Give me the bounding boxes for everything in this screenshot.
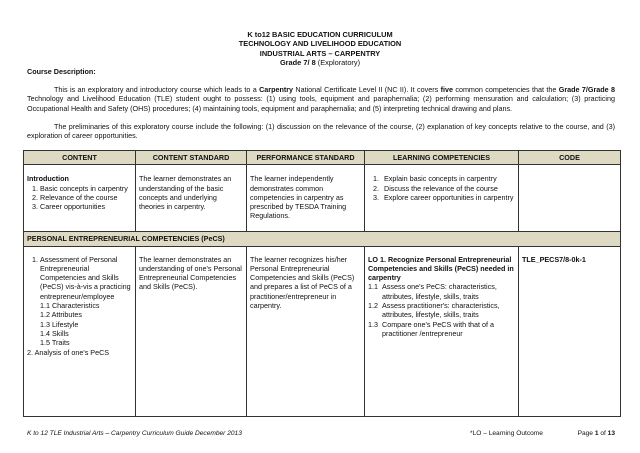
page-number: Page 1 of 13 (577, 430, 615, 437)
table-row (24, 246, 621, 416)
list-item: 1.4 Skills (40, 328, 69, 338)
list-item: 1. Explain basic concepts in carpentry (381, 174, 515, 183)
header-content: CONTENT (24, 151, 136, 165)
content-cell (24, 165, 136, 232)
code-cell: TLE_PECS7/8-0k-1 (519, 246, 621, 416)
title-line-3: INDUSTRIAL ARTS – CARPENTRY (259, 48, 381, 58)
page-footer (27, 429, 615, 438)
grade-line (0, 58, 640, 67)
performance-standard-cell: The learner recognizes his/her Personal Entrepreneurial Competencies and Skills (PeCS) and prepares a list of PeCS of a practitioner/entrepreneur in carpentry. (247, 246, 365, 416)
section-title: PERSONAL ENTREPRENEURIAL COMPETENCIES (PeCS) (24, 232, 621, 246)
course-description-paragraph-1: This is an exploratory and introductory course which leads to a Carpentry National Certificate Level II (NC II). It covers five common competencies that the Grade 7/Grade 8 Technology and Livelihood Education (TLE) student ought to possess: (1) using tools, equipment and paraphernalia; (2) performing mensuration and calculation; (3) practicing Occupational Health and Safety (OHS) procedures; (4) maintaining tools, equipment and paraphernalia; and (5) interpreting technical drawing and plans. (27, 85, 616, 113)
course-description-label: Course Description: (27, 67, 96, 76)
list-item: 3. Explore career opportunities in carpentry (381, 193, 515, 202)
curriculum-table (23, 150, 621, 417)
lo-title: LO 1. Recognize Personal Entrepreneurial Competencies and Skills (PeCS) needed in carpentry (368, 254, 514, 283)
content-standard-cell: The learner demonstrates an understanding of one's Personal Entrepreneurial Competencies and Skills (PeCS). (136, 246, 247, 416)
list-item: 1.2 Attributes (40, 310, 82, 320)
footer-note: *LO – Learning Outcome (470, 430, 543, 437)
list-item: 2. Discuss the relevance of the course (381, 184, 515, 193)
list-item: 1. Basic concepts in carpentry (40, 184, 132, 193)
list-item: 1.3 Compare one's PeCS with that of a practitioner /entrepreneur (368, 319, 495, 338)
competencies-cell (365, 165, 519, 232)
list-item: 1.2 Assess practitioner's: characteristics, attributes, lifestyle, skills, traits (368, 301, 500, 320)
title-line-2: TECHNOLOGY AND LIVELIHOOD EDUCATION (238, 39, 402, 49)
code-cell (519, 165, 621, 232)
list-item: 1. Assessment of Personal Entrepreneurial Competencies and Skills (PeCS) vis-à-vis a practicing entrepreneur/employee (40, 255, 132, 301)
list-item: 2. Analysis of one's PeCS (27, 347, 110, 357)
grade-note: (Exploratory) (317, 58, 361, 68)
course-description-paragraph-2: The preliminaries of this exploratory course include the following: (1) discussion on the relevance of the course, (2) explanation of key concepts relative to the course, and (3) exploration of career opportunities. (27, 122, 615, 141)
section-row (24, 232, 621, 246)
table-row (24, 165, 621, 232)
header-performance-standard: PERFORMANCE STANDARD (247, 151, 365, 165)
list-item: 1.3 Lifestyle (40, 319, 79, 329)
footer-title: K to 12 TLE Industrial Arts – Carpentry Curriculum Guide December 2013 (27, 430, 242, 437)
content-cell (24, 246, 136, 416)
performance-standard-cell: The learner independently demonstrates common competencies in carpentry as prescribed by TESDA Training Regulations. (247, 165, 365, 232)
list-item: 2. Relevance of the course (40, 193, 132, 202)
title-line-1: K to12 BASIC EDUCATION CURRICULUM (247, 30, 393, 39)
table-header-row (24, 151, 621, 165)
header-content-standard: CONTENT STANDARD (136, 151, 247, 165)
header-code: CODE (519, 151, 621, 165)
list-item: 1.1 Assess one's PeCS: characteristics, attributes, lifestyle, skills, traits (368, 282, 497, 301)
list-item: 3. Career opportunities (40, 202, 132, 211)
list-item: 1.5 Traits (40, 338, 70, 348)
header-learning-competencies: LEARNING COMPETENCIES (365, 151, 519, 165)
content-standard-cell: The learner demonstrates an understanding of the basic concepts and underlying theories in carpentry. (136, 165, 247, 232)
competencies-cell (365, 246, 519, 416)
list-item: 1.1 Characteristics (40, 301, 100, 311)
document-title (0, 30, 640, 68)
content-title: Introduction (27, 174, 69, 184)
grade: Grade 7/ 8 (279, 58, 316, 68)
